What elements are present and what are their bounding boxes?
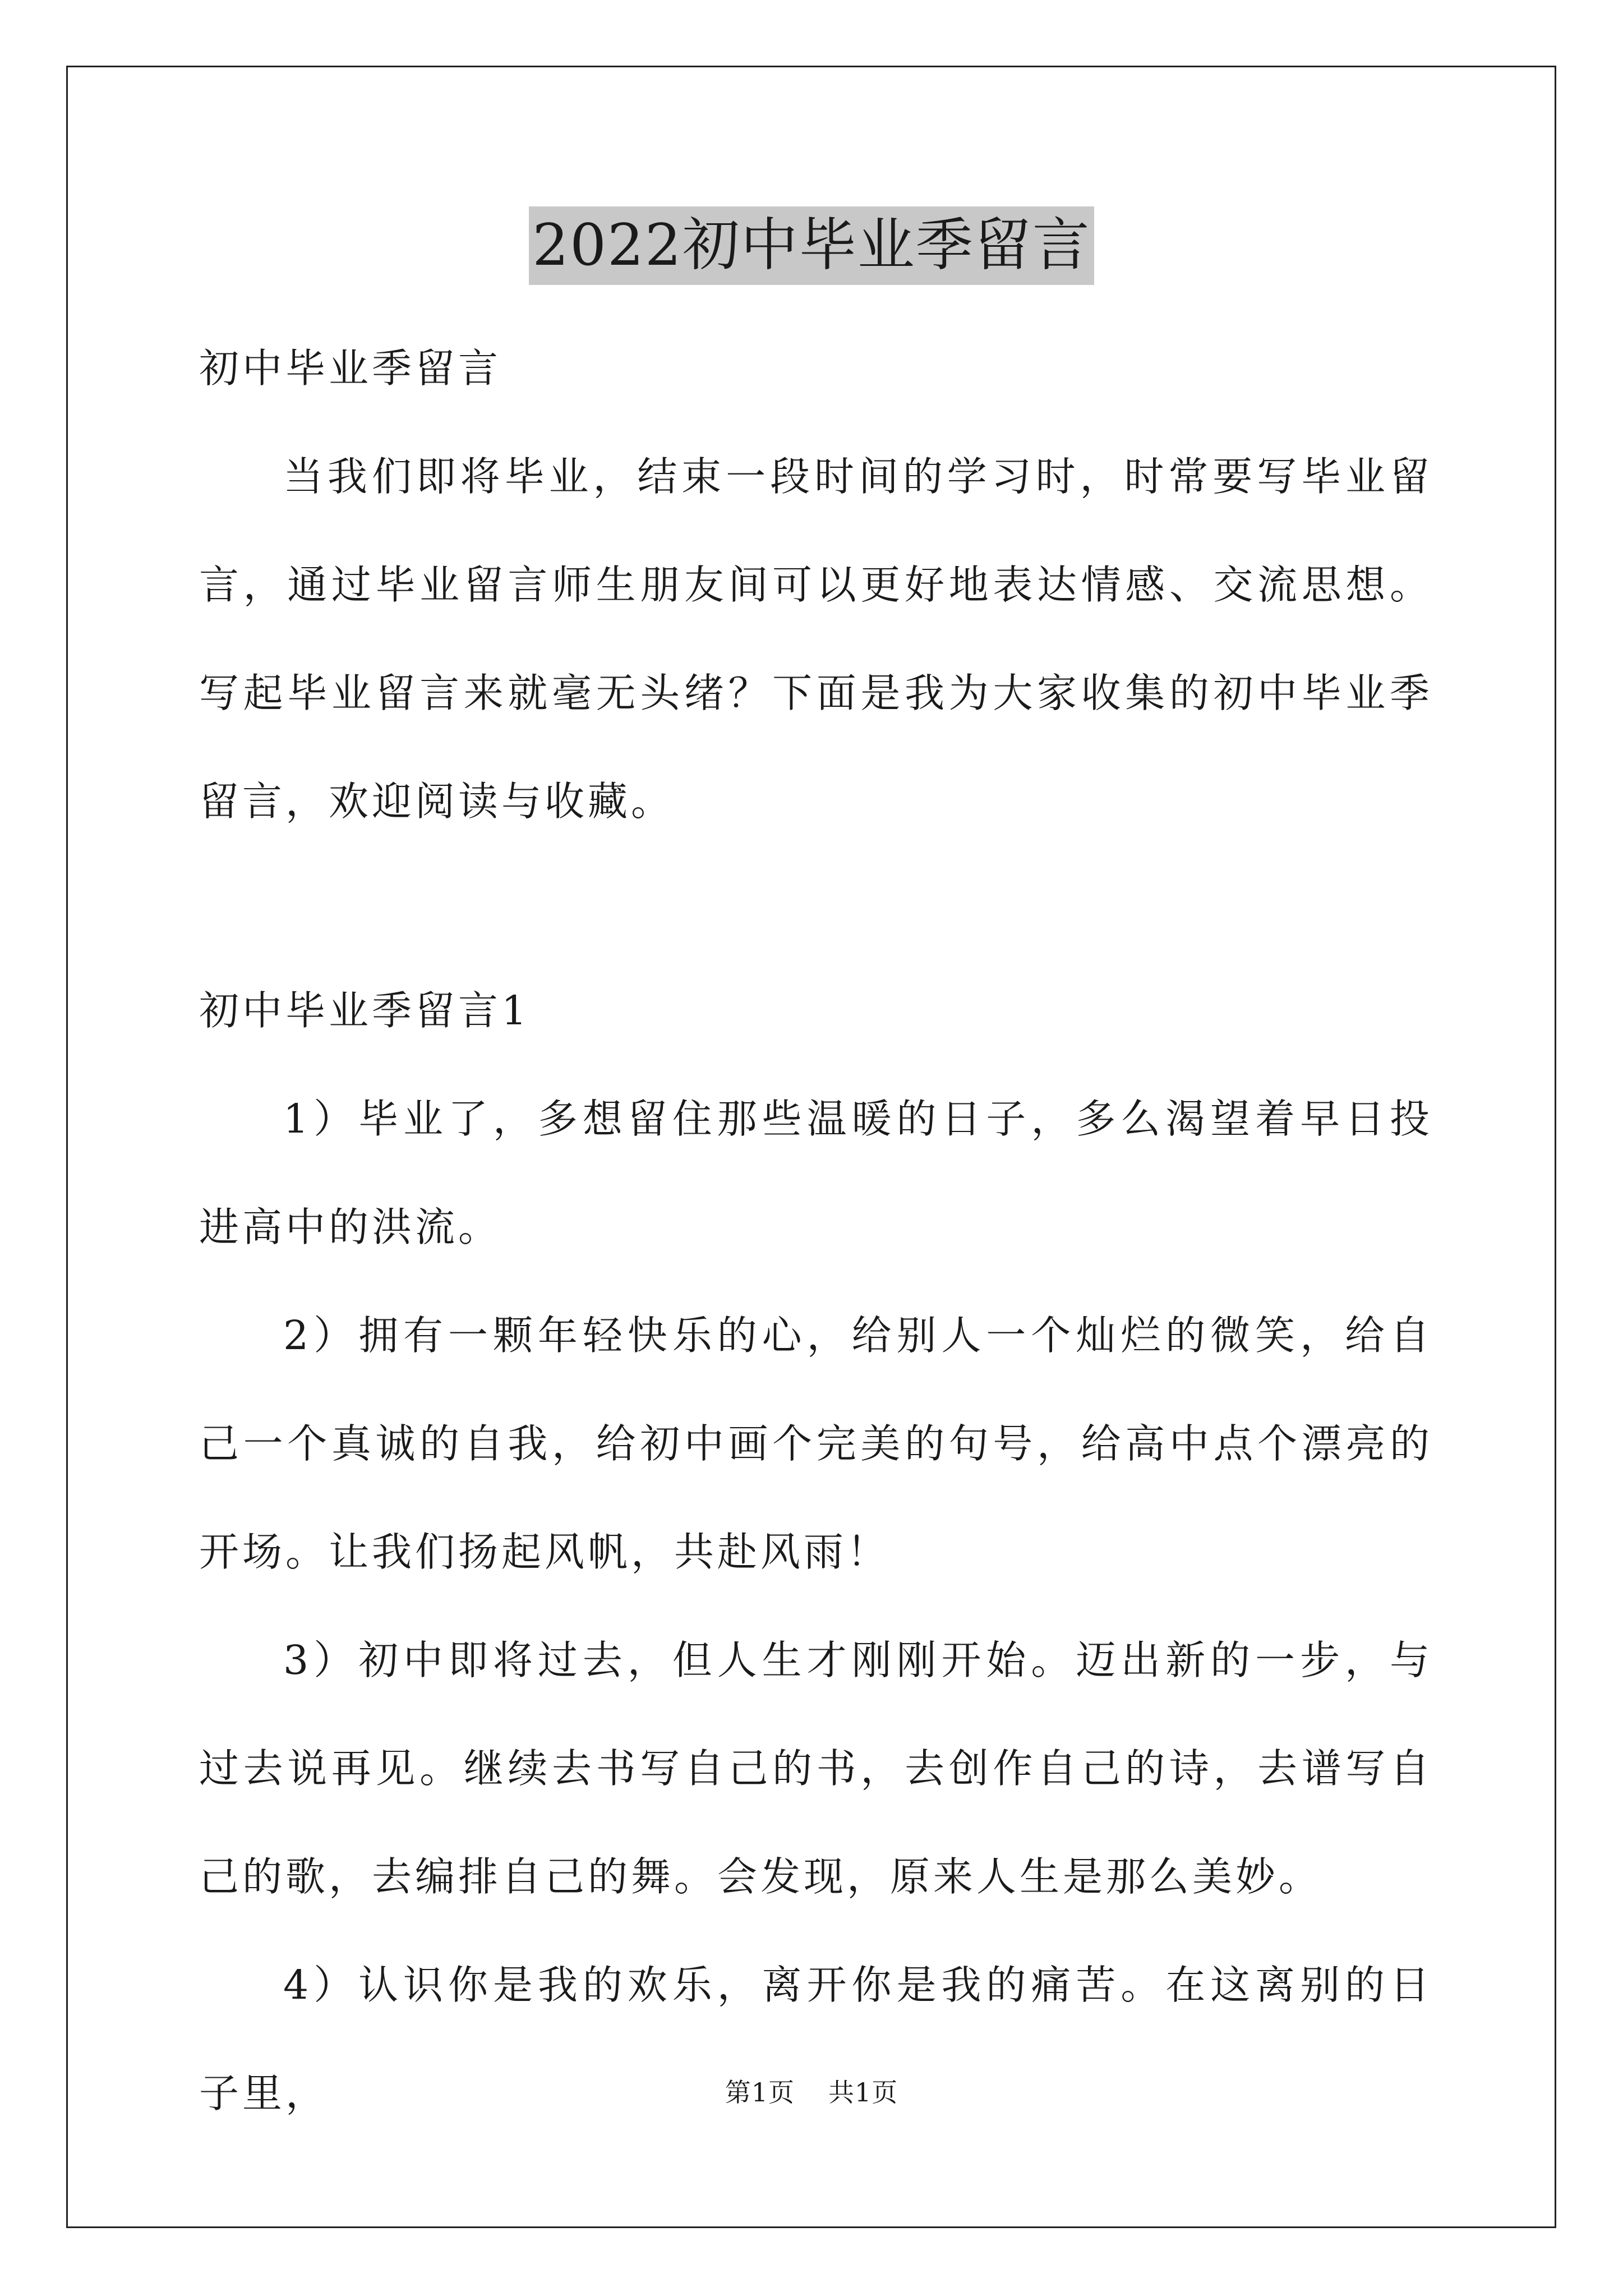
subtitle: 初中毕业季留言: [199, 345, 502, 392]
page-total: 共1页: [828, 2077, 898, 2108]
message-item-2: 2）拥有一颗年轻快乐的心，给别人一个灿烂的微笑，给自己一个真诚的自我，给初中画个完美的句号，给高中点个漂亮的开场。让我们扬起风帆，共赴风雨！: [199, 1312, 1433, 1575]
document-title: 2022初中毕业季留言: [529, 206, 1094, 285]
message-item-3: 3）初中即将过去，但人生才刚刚开始。迈出新的一步，与过去说再见。继续去书写自己的书，去创作自己的诗，去谱写自己的歌，去编排自己的舞。会发现，原来人生是那么美妙。: [199, 1637, 1433, 1900]
message-item-4: 4）认识你是我的欢乐，离开你是我的痛苦。在这离别的日子里，: [199, 1962, 1433, 2116]
document-body: [199, 314, 1433, 2147]
intro-paragraph: 当我们即将毕业，结束一段时间的学习时，时常要写毕业留言，通过毕业留言师生朋友间可以更好地表达情感、交流思想。写起毕业留言来就毫无头绪？下面是我为大家收集的初中毕业季留言，欢迎阅读与收藏。: [199, 453, 1433, 825]
section-gap: [199, 855, 1433, 956]
title-container: [0, 206, 1623, 285]
page-current: 第1页: [725, 2077, 795, 2108]
page-footer: [0, 2076, 1623, 2109]
message-item-1: 1）毕业了，多想留住那些温暖的日子，多么渴望着早日投进高中的洪流。: [199, 1096, 1433, 1250]
section-heading: 初中毕业季留言1: [199, 987, 531, 1034]
